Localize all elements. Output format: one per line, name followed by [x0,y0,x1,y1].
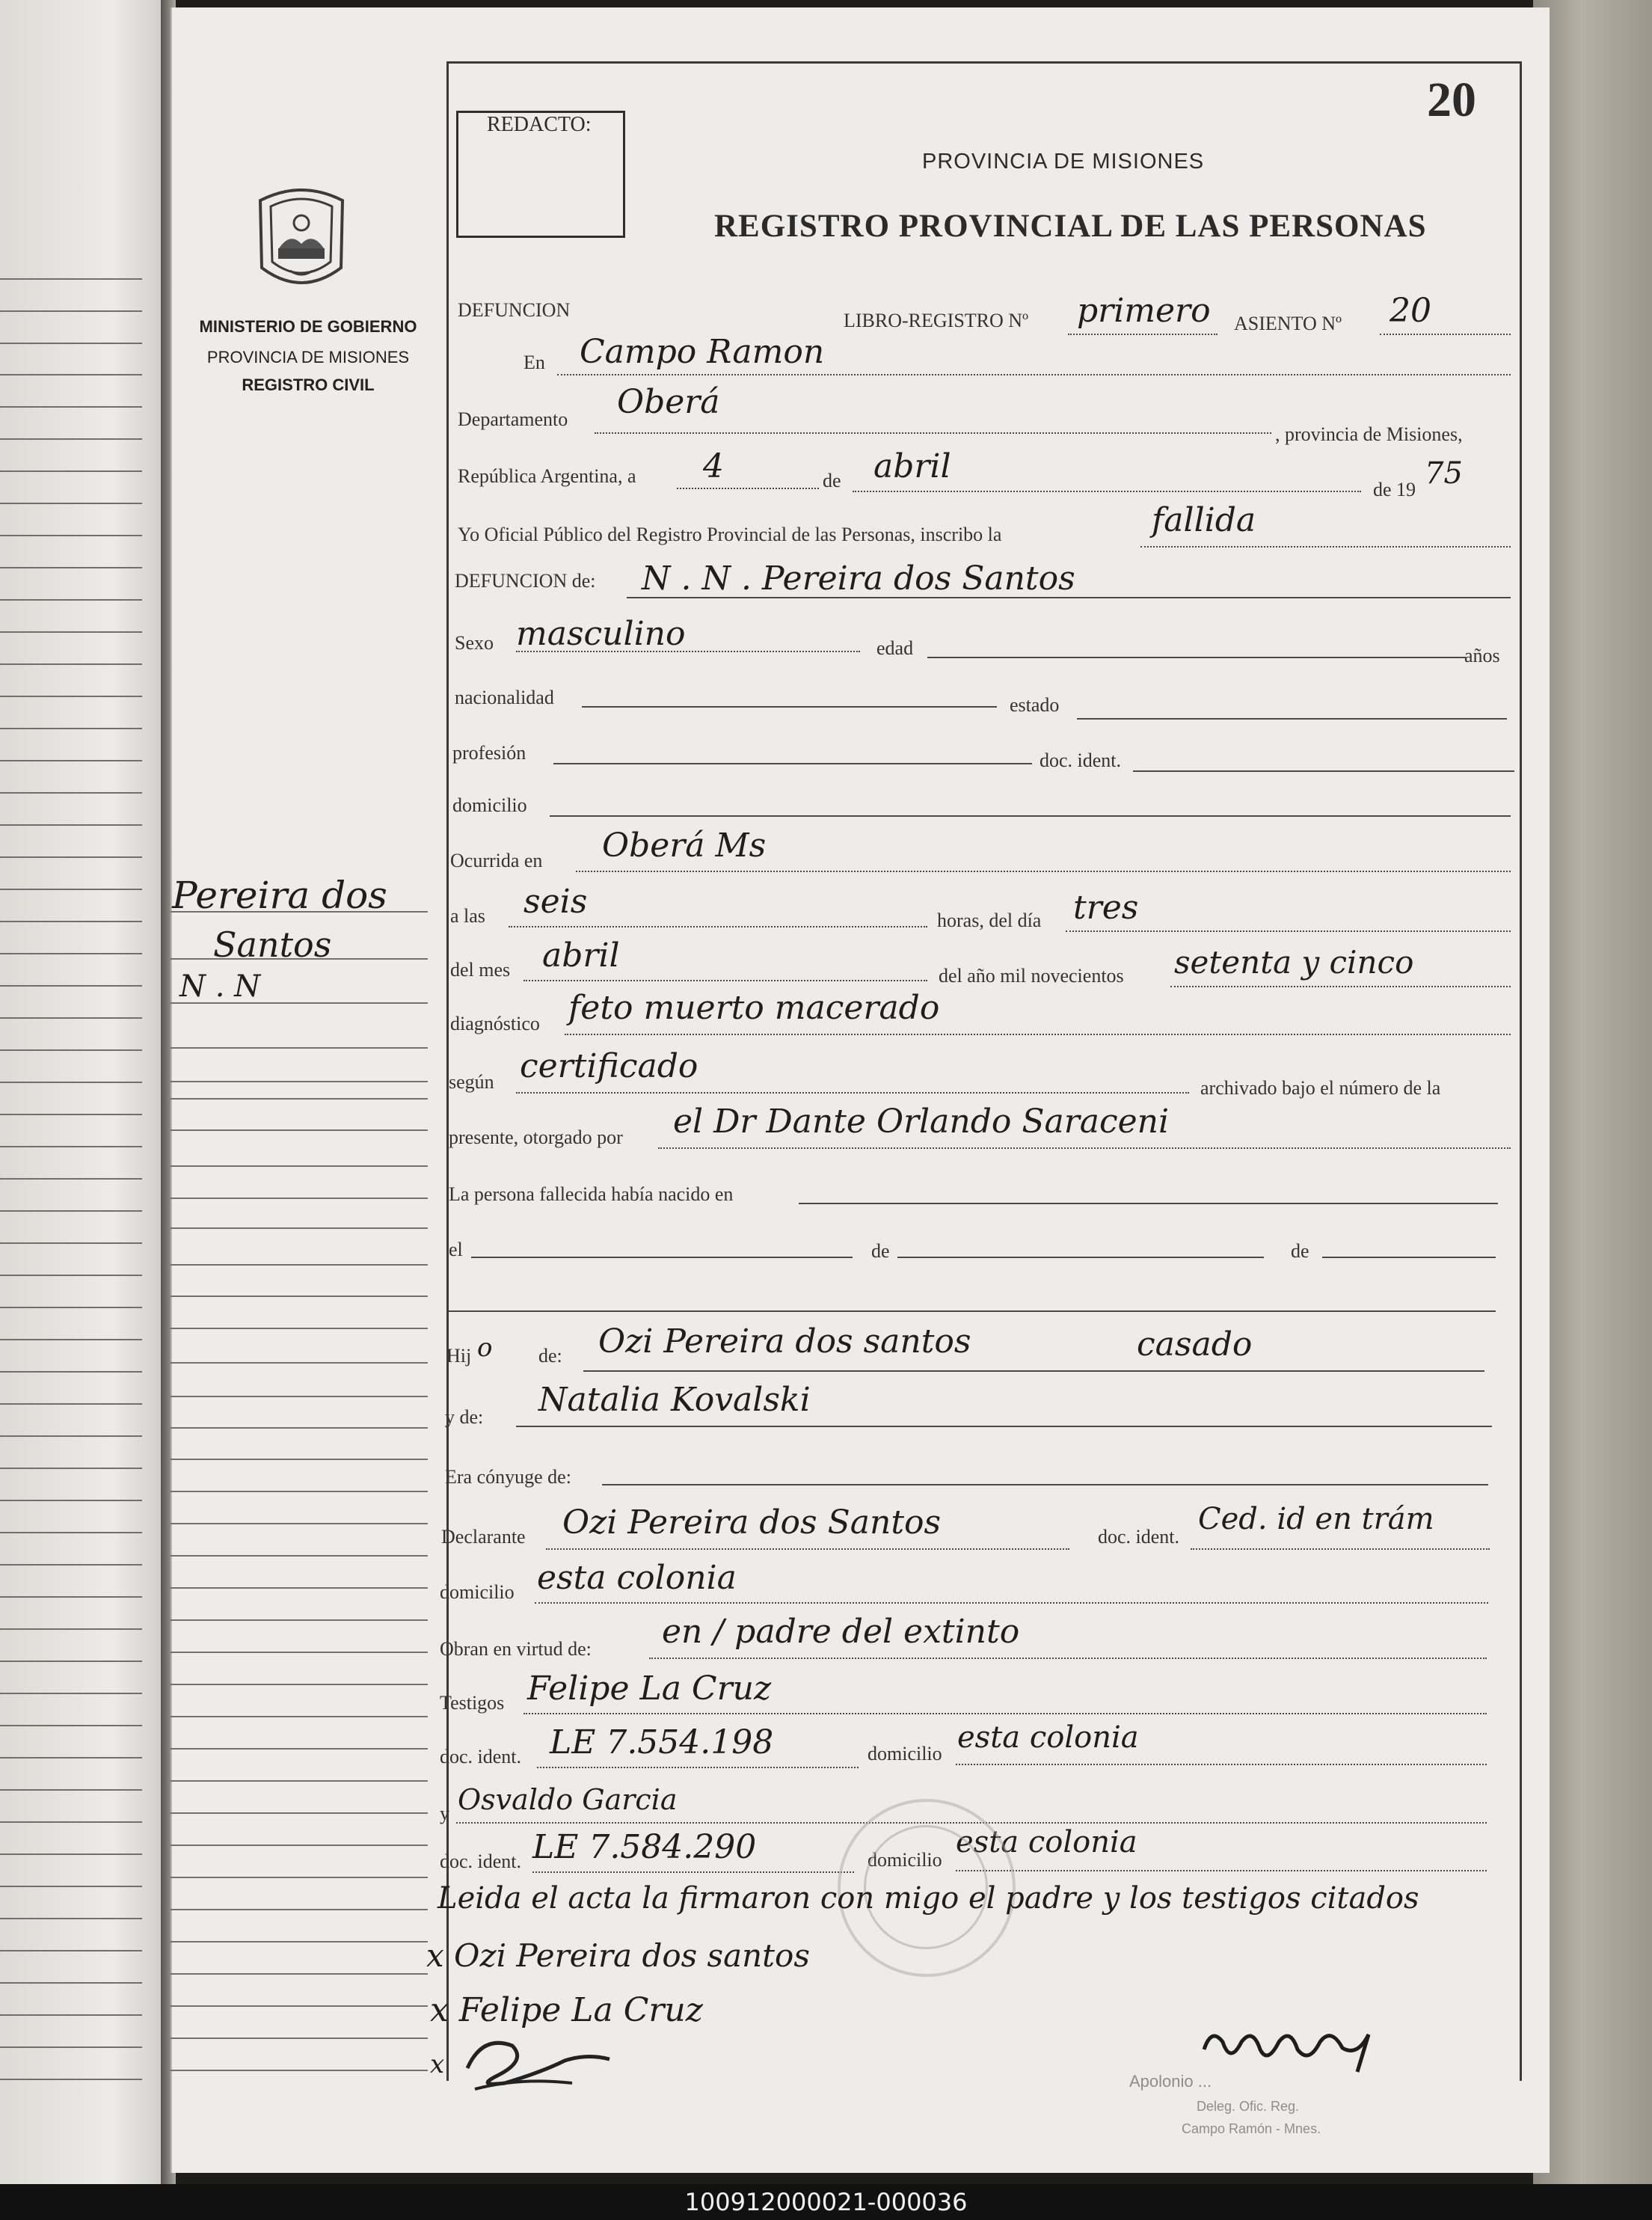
testigo1-doc-line [537,1767,859,1768]
libro-line [1068,334,1217,335]
label-profesion: profesión [452,742,526,764]
left-page [0,0,163,2184]
label-domicilio-t2: domicilio [868,1849,942,1871]
form-frame-right [1520,61,1522,2081]
padre-line [583,1370,1484,1372]
label-libro: LIBRO-REGISTRO Nº [844,310,1029,331]
label-hij: Hij [446,1345,472,1367]
label-doc-ident-t1: doc. ident. [440,1746,522,1767]
label-hij-de: de: [538,1345,562,1367]
label-obran: Obran en virtud de: [440,1638,592,1660]
coat-of-arms-icon [245,180,357,298]
label-del-mes: del mes [450,959,511,981]
del-mes-line [523,980,927,981]
document-id-footer: 100912000021-000036 [0,2184,1652,2220]
testigo2-doc-line [532,1871,854,1873]
label-anos: años [1464,645,1500,666]
declarant-signature-scribble [452,2031,632,2098]
label-de19: de 19 [1373,479,1416,500]
label-el: el [449,1239,463,1260]
value-departamento: Oberá [617,383,720,421]
dia-line [677,488,819,489]
label-domicilio-t1: domicilio [868,1743,942,1764]
label-ocurrida: Ocurrida en [450,850,543,871]
value-closing: Leida el acta la firmaron con migo el padre y los testigos citados [437,1881,1419,1916]
value-testigo2-dom: esta colonia [956,1825,1137,1859]
official-sig-title: Deleg. Ofic. Reg. [1197,2099,1300,2114]
value-sig3: x [430,2049,445,2079]
blank-line [449,1310,1496,1312]
label-doc-ident-t2: doc. ident. [440,1850,522,1872]
label-en: En [523,352,545,373]
label-sexo: Sexo [455,632,494,654]
edad-line [927,657,1466,658]
value-sig2: x Felipe La Cruz [430,1991,703,2029]
label-defuncion-de: DEFUNCION de: [455,570,596,592]
margin-note-line2: Santos [213,925,332,965]
official-sig-name: Apolonio ... [1129,2072,1212,2091]
registry-heading: REGISTRO PROVINCIAL DE LAS PERSONAS [714,209,1427,244]
otorgado-line [658,1147,1511,1149]
margin-note-line3: N . N [179,969,261,1004]
ano-mil-line [1170,986,1511,987]
inscribo-line [1140,546,1511,548]
value-asiento: 20 [1390,292,1431,330]
value-testigo1: Felipe La Cruz [527,1669,772,1708]
label-de-2: de [1291,1240,1309,1262]
a-las-line [509,926,927,927]
doc-ident-line [1133,770,1514,772]
value-inscribo: fallida [1152,501,1256,539]
label-presente: presente, otorgado por [449,1126,623,1148]
label-y-de: y de: [445,1406,484,1428]
province-heading: PROVINCIA DE MISIONES [922,150,1205,174]
label-del-ano: del año mil novecientos [939,965,1124,987]
ministry-line1: MINISTERIO DE GOBIERNO [199,317,417,336]
value-testigo2: Osvaldo Garcia [458,1783,678,1816]
value-hij-suffix: o [477,1333,493,1363]
value-domicilio-decl: esta colonia [537,1559,737,1597]
value-otorgado: el Dr Dante Orlando Saraceni [673,1103,1170,1141]
madre-line [516,1426,1492,1427]
value-declarante-doc: Ced. id en trám [1198,1502,1434,1536]
label-de-1: de [871,1240,890,1262]
label-a-las: a las [450,905,485,927]
value-dia: 4 [703,447,724,485]
ministry-line2: PROVINCIA DE MISIONES [206,348,410,367]
value-testigo1-doc: LE 7.554.198 [550,1723,774,1761]
label-diagnostico: diagnóstico [450,1013,540,1034]
declarante-line [546,1548,1069,1550]
testigo2-dom-line [956,1870,1487,1871]
value-sig1: x Ozi Pereira dos santos [426,1937,810,1974]
label-provincia: , provincia de Misiones, [1275,423,1463,445]
label-nacionalidad: nacionalidad [455,687,554,708]
en-line [557,374,1511,375]
value-a-las: seis [523,883,588,921]
domicilio-decl-line [535,1602,1488,1604]
value-en: Campo Ramon [580,333,825,371]
estado-line [1077,718,1507,720]
mes-line [853,491,1361,492]
label-y: y [440,1803,449,1824]
value-madre: Natalia Kovalski [538,1381,811,1419]
label-horas: horas, del día [937,910,1042,931]
value-declarante: Ozi Pereira dos Santos [562,1503,942,1542]
conyuge-line [602,1484,1488,1485]
redacto-label: REDACTO: [487,113,592,136]
label-doc-ident: doc. ident. [1040,749,1122,771]
official-signature-scribble [1197,2012,1391,2079]
value-obran: en / padre del extinto [662,1613,1020,1651]
nacido-line [799,1203,1498,1204]
value-del-mes: abril [542,936,620,975]
redacto-box [456,111,625,238]
value-testigo1-dom: esta colonia [957,1720,1139,1755]
segun-line [516,1092,1189,1094]
margin-note-line1: Pereira dos [172,874,387,917]
label-asiento: ASIENTO Nº [1234,313,1342,334]
label-yo-oficial: Yo Oficial Público del Registro Provincial de las Personas, inscribo la [458,524,1002,545]
de1-line [897,1257,1264,1258]
testigo1-line [523,1713,1487,1714]
ministry-line3: REGISTRO CIVIL [242,375,375,394]
label-conyuge: Era cónyuge de: [445,1466,571,1488]
label-estado: estado [1010,694,1060,716]
label-nacido: La persona fallecida había nacido en [449,1183,734,1205]
ocurrida-line [576,871,1511,872]
label-domicilio: domicilio [452,794,527,816]
label-declarante: Declarante [441,1526,526,1548]
value-libro: primero [1077,292,1211,330]
label-defuncion: DEFUNCION [458,299,571,321]
declarante-doc-line [1191,1548,1490,1550]
label-archivado: archivado bajo el número de la [1200,1077,1441,1099]
de2-line [1322,1257,1496,1258]
value-padre: Ozi Pereira dos santos [598,1322,971,1361]
label-domicilio-decl: domicilio [440,1581,515,1603]
label-segun: según [449,1071,494,1093]
book-cover-edge [1533,0,1652,2184]
label-testigos: Testigos [440,1692,505,1714]
label-departamento: Departamento [458,408,568,430]
domicilio-line [550,815,1511,817]
obran-line [649,1658,1487,1659]
asiento-line [1380,334,1511,335]
departamento-line [595,432,1271,434]
value-ano: 75 [1425,456,1463,491]
value-ano-mil: setenta y cinco [1174,944,1414,981]
testigo1-dom-line [956,1764,1487,1765]
diagnostico-line [565,1034,1511,1035]
page-number: 20 [1427,73,1476,127]
label-de: de [823,470,841,491]
el-line [471,1257,853,1258]
label-republica: República Argentina, a [458,465,636,487]
value-del-dia: tres [1073,889,1139,927]
del-dia-line [1066,930,1511,932]
value-ocurrida: Oberá Ms [602,827,767,865]
label-edad: edad [876,637,914,659]
form-frame-top [446,61,1520,64]
nacionalidad-line [582,706,997,708]
value-sexo: masculino [516,615,686,653]
value-testigo2-doc: LE 7.584.290 [532,1828,757,1866]
value-defuncion-de: N . N . Pereira dos Santos [642,559,1075,598]
value-segun: certificado [520,1047,698,1085]
official-sig-place: Campo Ramón - Mnes. [1182,2121,1321,2136]
value-diagnostico: feto muerto macerado [568,989,940,1027]
label-doc-ident-decl: doc. ident. [1098,1526,1180,1548]
profesion-line [553,763,1032,764]
value-mes: abril [873,447,951,485]
value-padre-estado: casado [1137,1325,1253,1364]
